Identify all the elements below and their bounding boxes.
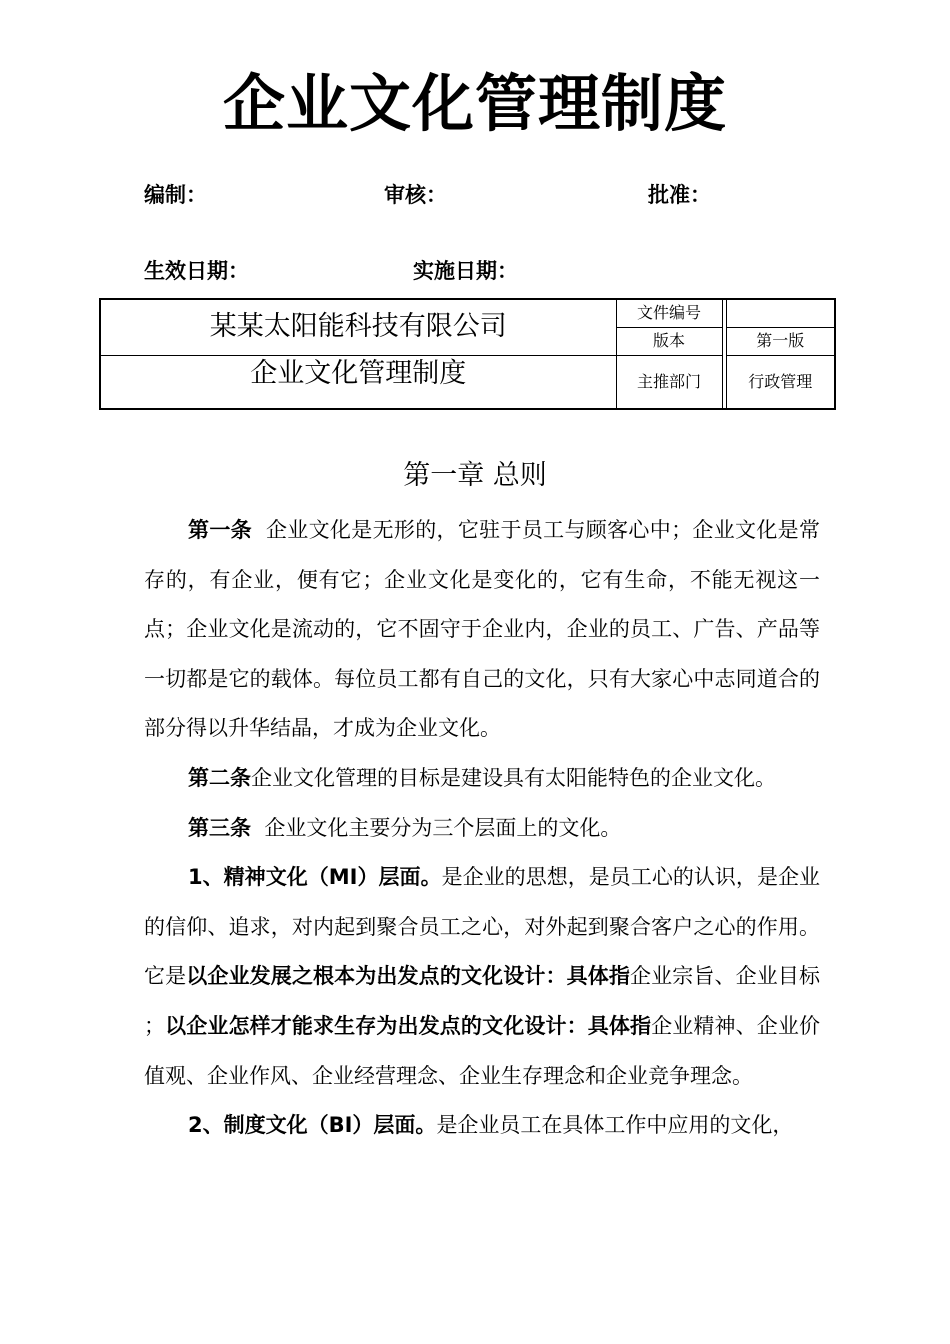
implementation-date-label: 实施日期： bbox=[413, 259, 518, 283]
item-1-bold-a: 以企业发展之根本为出发点的文化设计：具体指 bbox=[186, 964, 630, 989]
doc-number-value bbox=[726, 299, 835, 327]
reviewed-by-label: 审核： bbox=[384, 183, 447, 207]
department-label: 主推部门 bbox=[616, 355, 722, 409]
item-1-heading: 1、精神文化（MI）层面。 bbox=[188, 865, 442, 890]
chapter-title: 第一章 总则 bbox=[403, 460, 547, 491]
article-2 bbox=[144, 754, 820, 804]
item-1-text-c: 企业精神、企业价值观、企业作风、企业经营理念、企业生存理念和企业竞争理念。 bbox=[144, 1013, 821, 1088]
article-2-text: 企业文化管理的目标是建设具有太阳能特色的企业文化。 bbox=[251, 765, 776, 790]
article-2-label: 第二条 bbox=[188, 765, 251, 790]
version-label: 版本 bbox=[616, 327, 722, 355]
article-1-text: 企业文化是无形的，它驻于员工与顾客心中；企业文化是常存的，有企业，便有它；企业文化是变化的，它有生命，不能无视这一点；企业文化是流动的，它不固守于企业内，企业的员工、广告、产品等一切都是它的载体。每位员工都有自己的文化，只有大家心中志同道合的部分得以升华结晶，才成为企业文化。 bbox=[144, 518, 820, 741]
article-3 bbox=[144, 804, 820, 854]
item-2-text: 是企业员工在具体工作中应用的文化， bbox=[436, 1113, 794, 1138]
document-body bbox=[144, 506, 834, 1151]
item-1-bold-b: 以企业怎样才能求生存为出发点的文化设计：具体指 bbox=[165, 1013, 652, 1038]
document-header-table bbox=[99, 298, 836, 410]
department-value: 行政管理 bbox=[726, 355, 835, 409]
item-1 bbox=[144, 853, 834, 1101]
version-value: 第一版 bbox=[726, 327, 835, 355]
document-title: 企业文化管理制度 bbox=[222, 67, 727, 140]
article-3-text: 企业文化主要分为三个层面上的文化。 bbox=[251, 815, 622, 840]
article-1-label: 第一条 bbox=[188, 518, 252, 542]
document-name-cell: 企业文化管理制度 bbox=[100, 355, 616, 409]
doc-number-label: 文件编号 bbox=[616, 299, 722, 327]
article-3-label: 第三条 bbox=[188, 815, 251, 840]
item-2 bbox=[144, 1101, 820, 1151]
company-name-cell: 某某太阳能科技有限公司 bbox=[100, 299, 616, 355]
item-1-text-b: 企业宗旨、企业目标 ； bbox=[144, 964, 834, 1038]
approved-by-label: 批准： bbox=[648, 183, 711, 207]
item-1-text-a: 是企业的思想，是员工心的认识，是企业的信仰、追求，对内起到聚合员工之心，对外起到聚合客户之心的作用。它是 bbox=[144, 865, 821, 989]
compiled-by-label: 编制： bbox=[144, 183, 207, 207]
article-1 bbox=[144, 506, 820, 754]
effective-date-label: 生效日期： bbox=[144, 259, 249, 283]
item-2-heading: 2、制度文化（BI）层面。 bbox=[188, 1113, 437, 1138]
